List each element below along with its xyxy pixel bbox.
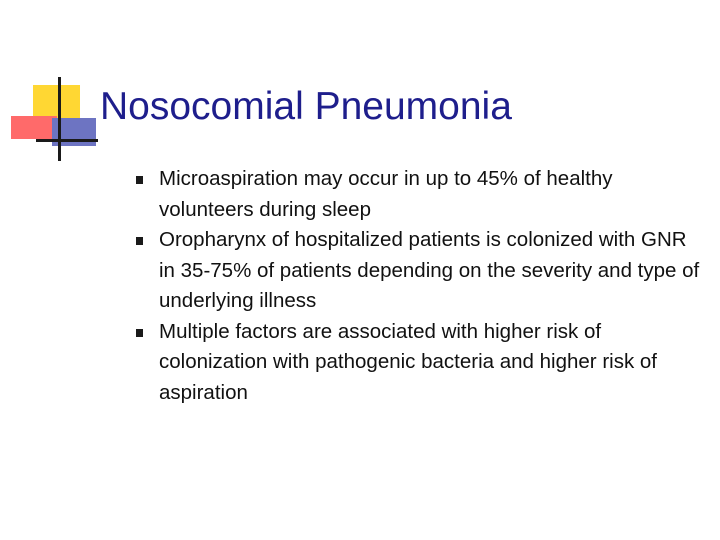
decorative-logo [0, 0, 110, 170]
bullet-item [136, 164, 706, 225]
vertical-line [58, 77, 61, 161]
square-bullet-icon [136, 176, 143, 184]
red-rectangle [11, 116, 57, 139]
horizontal-line [36, 139, 98, 142]
bullet-item [136, 225, 706, 317]
slide-title: Nosocomial Pneumonia [100, 85, 512, 128]
bullet-text: Multiple factors are associated with higher risk of colonization with pathogenic bacteria and higher risk of aspiration [159, 319, 657, 404]
bullet-item [136, 317, 706, 409]
bullet-text: Oropharynx of hospitalized patients is colonized with GNR in 35-75% of patients depending on the severity and type of underlying illness [159, 228, 700, 312]
bullet-text: Microaspiration may occur in up to 45% of healthy volunteers during sleep [159, 167, 613, 221]
square-bullet-icon [136, 329, 143, 337]
square-bullet-icon [136, 237, 143, 245]
bullet-list [136, 164, 706, 408]
